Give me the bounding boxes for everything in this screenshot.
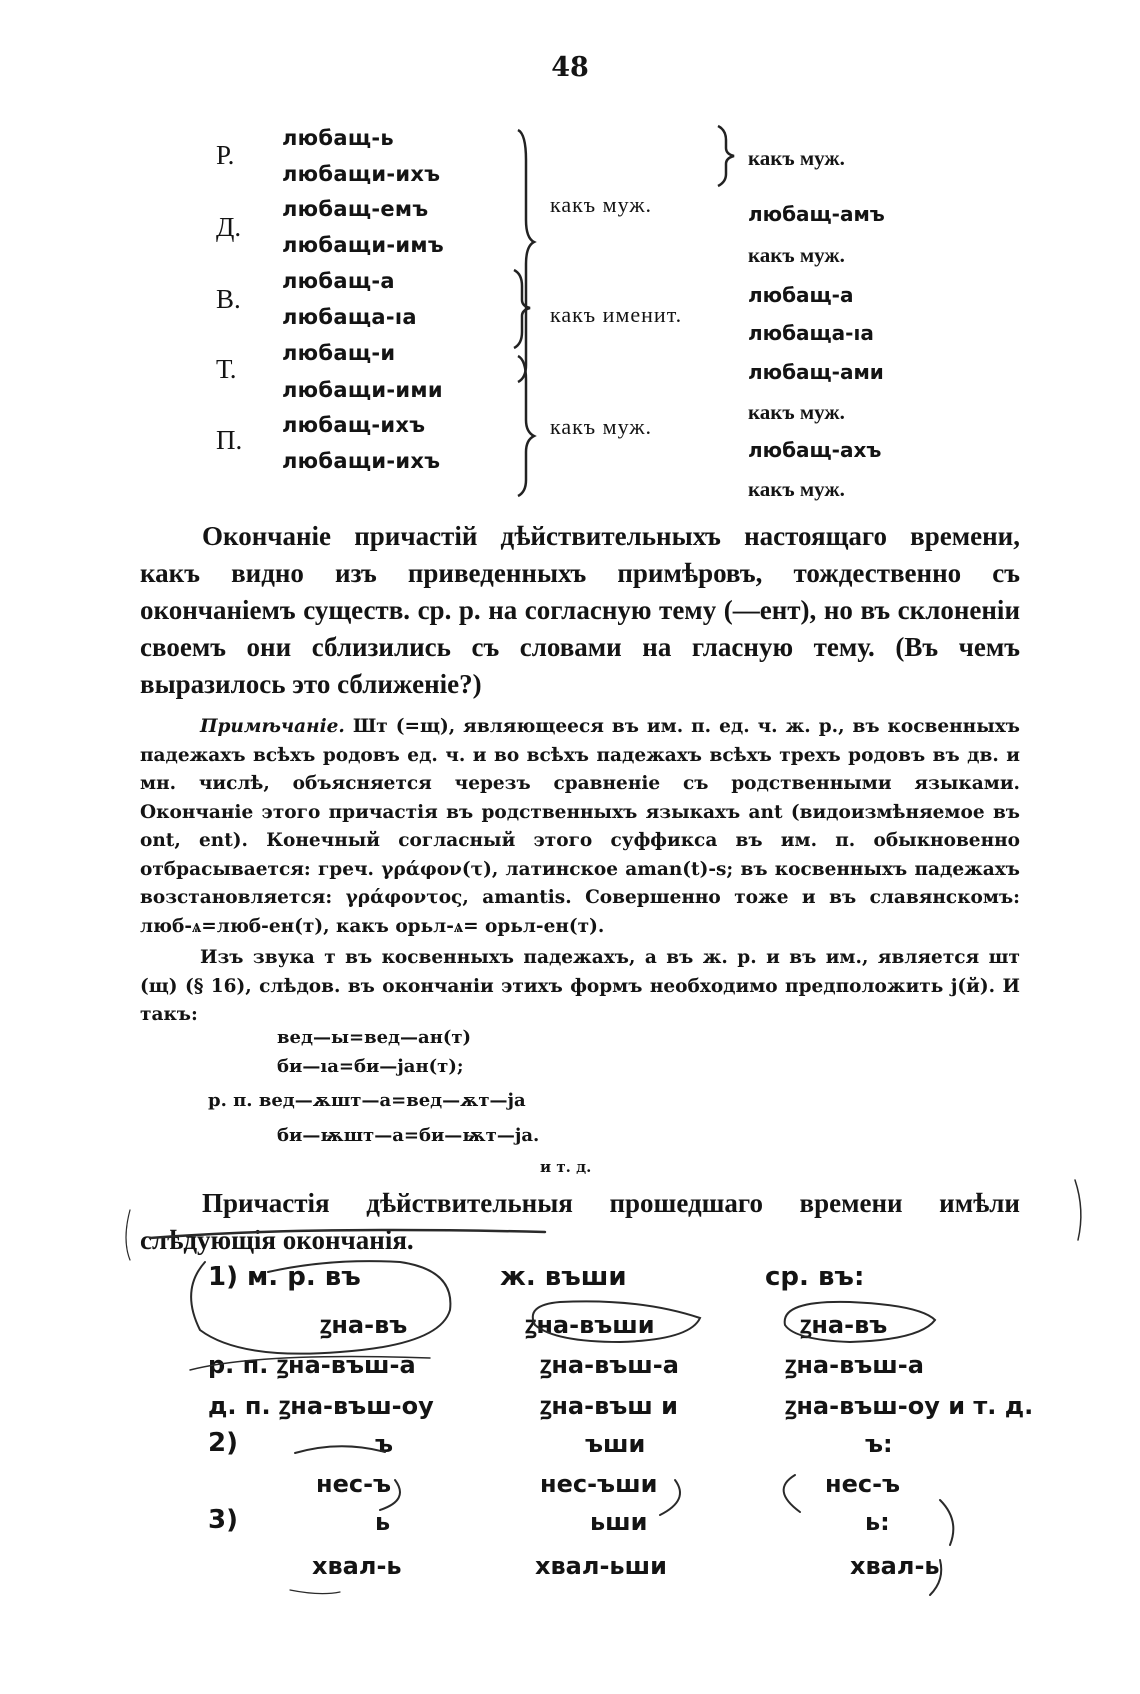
note-block [140, 713, 1020, 941]
note-block-continued: Изъ звука т въ косвенныхъ падежахъ, а въ ж. р. и въ им., является шт (щ) (§ 16), слѣдов. въ окончаніи этихъ формъ необходимо предположить j(й). И такъ: [140, 947, 1020, 1025]
left-form: любащ-а [282, 269, 395, 293]
table-cell: ьши [590, 1508, 648, 1536]
table-cell: ꙁна-въши [525, 1311, 655, 1339]
table-cell: нес-ъши [540, 1470, 658, 1498]
table-cell: ꙁна-въ [320, 1311, 408, 1339]
table-cell: ср. въ: [765, 1262, 865, 1292]
table-cell: ь [375, 1508, 391, 1536]
left-form: любащ-ь [282, 126, 394, 150]
right-form: любащ-ахъ [748, 438, 882, 462]
case-label-genitive: Р. [216, 140, 235, 170]
left-form: любащ-и [282, 341, 396, 365]
table-cell: хвал-ь [312, 1552, 402, 1580]
left-braces [500, 120, 540, 500]
right-form: какъ муж. [748, 400, 845, 424]
table-cell: ь: [865, 1508, 890, 1536]
table-cell: хвал-ь [850, 1552, 940, 1580]
table-cell: ꙁна-въш-оу и т. д. [785, 1392, 1034, 1420]
left-form: любащ-емъ [282, 197, 429, 221]
right-form: какъ муж. [748, 477, 845, 501]
left-form: любащи-имъ [282, 233, 444, 257]
right-form: любащ-а [748, 283, 854, 307]
formula: би—ѭшт—а=би—ѭт—ja. [277, 1125, 540, 1146]
right-form: любащ-амъ [748, 202, 885, 226]
case-label-instrumental: Т. [216, 354, 237, 384]
middle-note: какъ муж. [550, 192, 653, 217]
paragraph-participle-present: Окончаніе причастій дѣйствительныхъ настоящаго времени, какъ видно изъ приведенныхъ примѣровъ, тождественно съ окончаніемъ существ. ср. р. на согласную тему (—ент), но въ склоненіи своемъ они сблизились съ словами на гласную тему. (Въ чемъ выразилось это сближеніе?) [140, 521, 1020, 699]
table-cell: ж. въши [500, 1262, 627, 1292]
table-cell: 1) м. р. въ [208, 1262, 361, 1292]
left-form: любащи-ими [282, 378, 443, 402]
table-cell: ꙁна-въш и [540, 1392, 678, 1420]
table-cell: ꙁна-въш-а [785, 1351, 924, 1379]
table-cell: ъ: [865, 1430, 893, 1458]
left-form: любащи-ихъ [282, 449, 441, 473]
table-cell: 2) [208, 1428, 238, 1458]
table-cell: хвал-ьши [535, 1552, 667, 1580]
table-cell: р. п. ꙁна-въш-а [208, 1351, 416, 1379]
formula: вед—ы=вед—ан(т) [277, 1027, 472, 1048]
right-brace [712, 120, 742, 190]
table-cell: д. п. ꙁна-въш-оу [208, 1392, 434, 1420]
case-label-prepositional: П. [216, 425, 243, 455]
formula: р. п. вед—ѫшт—а=вед—ѫт—ja [208, 1090, 526, 1111]
table-cell: 3) [208, 1505, 238, 1535]
right-form: какъ муж. [748, 243, 845, 267]
table-cell: нес-ъ [825, 1470, 901, 1498]
right-form: любаща-ıа [748, 321, 874, 345]
page-number: 48 [551, 52, 589, 83]
table-cell: ꙁна-въш-а [540, 1351, 679, 1379]
left-form: любащи-ихъ [282, 162, 441, 186]
middle-note: какъ именит. [550, 302, 683, 327]
table-cell: ъ [375, 1430, 394, 1458]
right-form: какъ муж. [748, 146, 845, 170]
note-text: Шт (=щ), являющееся въ им. п. ед. ч. ж. р., въ косвенныхъ падежахъ всѣхъ родовъ ед. ч. и во всѣхъ падежахъ всѣхъ трехъ родовъ въ дв. и мн. числѣ, объясняется черезъ сравненіе съ родственными языками. Окончаніе этого причастія въ родственныхъ языкахъ ant (видоизмѣняемое въ ont, ent). Конечный согласный этого суффикса въ им. п. обыкновенно отбрасывается: греч. γράφον(τ), латинское aman(t)-s; въ косвенныхъ падежахъ возстановляется: γράφοντος, amantis. Совершенно тоже и въ славянскомъ: люб-ѧ=люб-ен(т), какъ орьл-ѧ= орьл-ен(т). [140, 716, 1020, 937]
formula: би—ıа=би—jан(т); [277, 1056, 464, 1077]
left-form: любаща-ıа [282, 305, 417, 329]
table-cell: ъши [585, 1430, 646, 1458]
case-label-accusative: В. [216, 284, 241, 314]
case-label-dative: Д. [216, 212, 242, 242]
paragraph-participle-past: Причастія дѣйствительныя прошедшаго времени имѣли слѣдующія окончанія. [140, 1188, 1020, 1255]
table-cell: ꙁна-въ [800, 1311, 888, 1339]
table-cell: нес-ъ [316, 1470, 392, 1498]
left-form: любащ-ихъ [282, 413, 426, 437]
middle-note: какъ муж. [550, 414, 653, 439]
etc-mark: и т. д. [540, 1158, 592, 1176]
right-form: любащ-ами [748, 360, 884, 384]
note-label: Примѣчаніе. [200, 716, 345, 737]
